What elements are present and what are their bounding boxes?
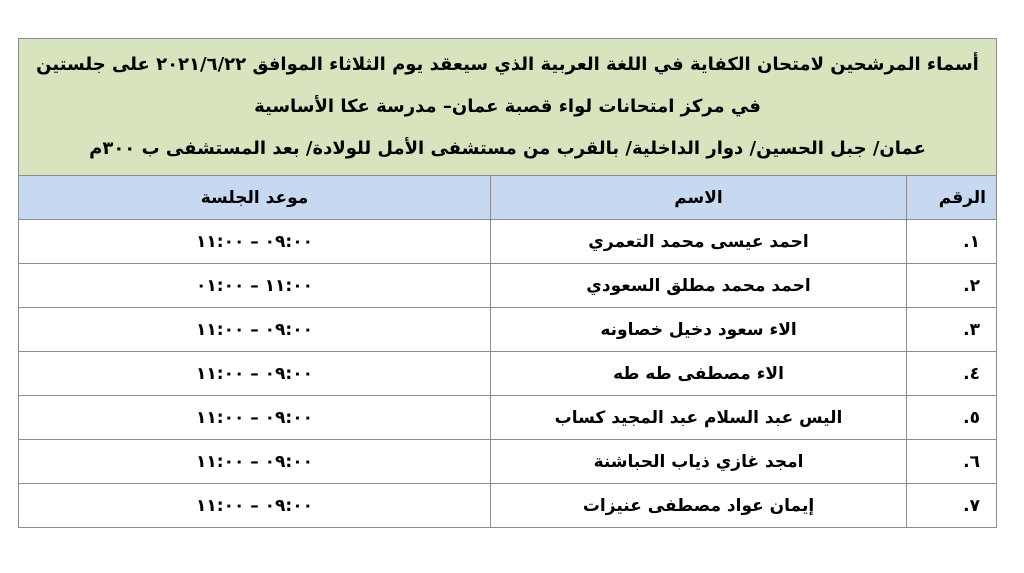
title-line-3: عمان/ جبل الحسين/ دوار الداخلية/ بالقرب من مستشفى الأمل للولادة/ بعد المستشفى ب ٣٠٠م [89,138,926,159]
row-number: ١. [907,220,997,264]
table-row [19,440,997,484]
session-time: ٠٩:٠٠ – ١١:٠٠ [19,220,491,264]
row-number: ٦. [907,440,997,484]
candidate-name: احمد محمد مطلق السعودي [491,264,907,308]
session-time: ٠٩:٠٠ – ١١:٠٠ [19,352,491,396]
row-number: ٣. [907,308,997,352]
row-number: ٧. [907,484,997,528]
row-number: ٤. [907,352,997,396]
session-time: ٠٩:٠٠ – ١١:٠٠ [19,440,491,484]
candidates-table [18,38,997,528]
candidate-name: احمد عيسى محمد التعمري [491,220,907,264]
table-row [19,220,997,264]
title-row [19,39,997,176]
session-time: ٠٩:٠٠ – ١١:٠٠ [19,308,491,352]
title-line-1: أسماء المرشحين لامتحان الكفاية في اللغة العربية الذي سيعقد يوم الثلاثاء الموافق ٢٠٢١/٦/٢٢ على جلستين [36,54,979,75]
candidate-name: امجد غازي ذياب الحباشنة [491,440,907,484]
candidate-name: الاء سعود دخيل خصاونه [491,308,907,352]
header-session: موعد الجلسة [19,176,491,220]
header-number: الرقم [907,176,997,220]
candidate-name: إيمان عواد مصطفى عنيزات [491,484,907,528]
table-row [19,352,997,396]
title-line-2: في مركز امتحانات لواء قصبة عمان– مدرسة عكا الأساسية [254,96,761,117]
table-row [19,308,997,352]
title-block [19,39,997,176]
candidate-name: الاء مصطفى طه طه [491,352,907,396]
session-time: ٠٩:٠٠ – ١١:٠٠ [19,484,491,528]
table-row [19,264,997,308]
session-time: ٠٩:٠٠ – ١١:٠٠ [19,396,491,440]
table-row [19,396,997,440]
session-time: ١١:٠٠ – ٠١:٠٠ [19,264,491,308]
header-name: الاسم [491,176,907,220]
row-number: ٢. [907,264,997,308]
row-number: ٥. [907,396,997,440]
table-row [19,484,997,528]
header-row [19,176,997,220]
candidate-name: اليس عبد السلام عبد المجيد كساب [491,396,907,440]
